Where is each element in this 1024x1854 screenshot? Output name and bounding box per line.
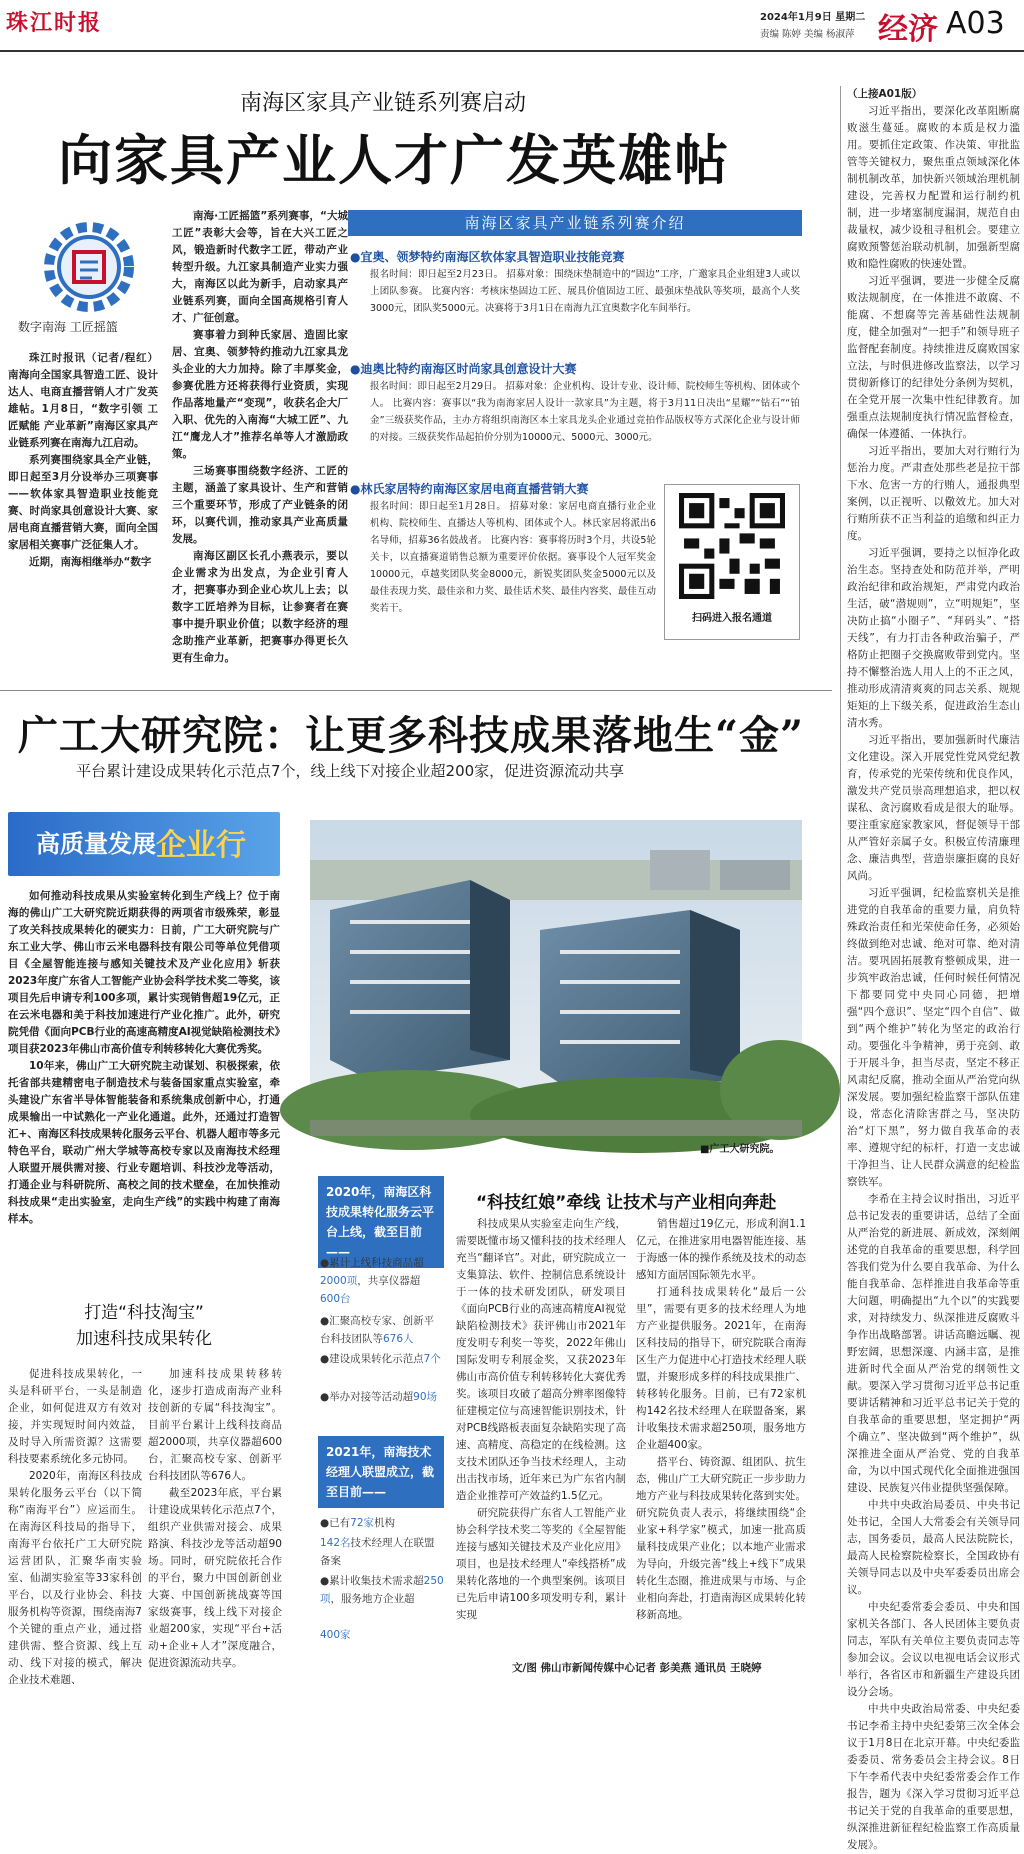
stat-item (320, 1388, 444, 1406)
right-paragraph: 习近平强调，要持之以恒净化政治生态。坚持查处和防范并举，严明政治纪律和政治规矩，严肃党内政治生活，破“潜规则”，立“明规矩”，坚决防止搞“小圈子”、“拜码头”、“搭天线”，有力打击各种政治骗子，严格防止把圈子交换腐败带到党内。坚持不懈整治选人用人上的不正之风，推动形成清清爽爽的同志关系、规规矩矩的上下级关系，促进政治生态山清水秀。 (847, 547, 1020, 729)
competition-details: 报名时间：即日起至2月23日。 招募对象：围绕床垫制造中的“固边”工序，广邀家具企业组建3人或以上团队参赛。 比赛内容：考核床垫固边工匠、展具价值固边工匠、最强床垫战队等奖项，最高个人奖3000元，团队奖5000元。决赛将于3月1日在南海九江宜奥数字化车间举行。 (370, 269, 800, 314)
article2-column-1 (8, 1366, 142, 1686)
stat-item (320, 1626, 444, 1644)
stat-text: ●汇聚高校专家、创新平台科技团队等 (320, 1315, 435, 1345)
article1-kicker: 南海区家具产业链系列赛启动 (240, 91, 527, 116)
article2-paragraph: 2020年，南海区科技成果转化服务云平台（以下简称“南海平台”）应运而生。在南海区科技局的指导下，南海平台依托广工大研究院运营团队，汇聚华南实验室、仙湖实验室等33家科创平台，以及行业协会、科技服务机构等资源，围绕南海7个关键的重点产业，通过搭建供需、整合资源、线上互动、线下对接的模式，解决企业技术难题、 (8, 1470, 142, 1686)
stat-text: ●累计上线科技商品超 (320, 1257, 424, 1269)
stat-text: 技术经理人在联盟备案 (320, 1537, 435, 1567)
stat-value: 676人 (383, 1333, 414, 1345)
stat-text: ，共享仪器超 (357, 1275, 421, 1287)
right-paragraph: 中共中央政治局委员、中央书记处书记，全国人大常委会有关领导同志，国务委员，最高人民法院院长，最高人民检察院检察长，全国政协有关领导同志以及中央军委委员出席会议。 (847, 1499, 1020, 1596)
stat-item (320, 1514, 444, 1532)
competition-title: ●林氏家居特约南海区家居电商直播营销大赛 (350, 482, 589, 496)
stats-box-2-header: 2021年，南海技术经理人联盟成立，截至目前—— (318, 1436, 444, 1508)
photo-caption: ■广工大研究院。 (700, 1144, 780, 1155)
article2-paragraph: 销售超过19亿元，形成利润1.1亿元，在推进家用电器智能连接、基于海感一体的操作系统及技术的动态感知方面居国际领先水平。 (636, 1218, 806, 1281)
article2-column-3 (456, 1216, 626, 1656)
stat-value: 7个 (423, 1353, 441, 1365)
series-badge (8, 812, 280, 876)
stat-value: 142名 (320, 1537, 351, 1549)
article2-byline: 文/图 佛山市新闻传媒中心记者 彭美燕 通讯员 王晓婷 (512, 1662, 762, 1674)
stats-box-1-header: 2020年，南海区科技成果转化服务云平台上线，截至目前—— (318, 1176, 444, 1268)
page-number: A03 (946, 6, 1005, 41)
editors-line: 责编 陈婷 美编 杨淑萍 (760, 29, 855, 40)
badge-accent-text: 企业行 (156, 828, 246, 863)
right-paragraph: 习近平指出，要深化改革阻断腐败滋生蔓延。腐败的本质是权力滥用。要抓住定政策、作决策、审批监管等关键权力，聚焦重点领域深化体制机制改革，加快新兴领域治理机制建设，完善权力配置和运行制约机制，进一步堵塞制度漏洞，规范自由裁量权，减少设租寻租机会。要建立腐败预警惩治联动机制，加强新型腐败和隐性腐败的快速处置。 (847, 105, 1020, 270)
stat-value: 400家 (320, 1629, 351, 1641)
article2-paragraph: 促进科技成果转化，一头是科研平台，一头是制造企业，如何促进双方有效对接，并实现短时间内效益，及时导入所需资源？这需要科技要素系统化多元协同。 (8, 1368, 142, 1465)
right-paragraph: 中央纪委常委会委员、中央和国家机关各部门、各人民团体主要负责同志，军队有关单位主要负责同志等参加会议。会议以电视电话会议形式举行，各省区市和新疆生产建设兵团设分会场。 (847, 1601, 1020, 1698)
stat-value: 72家 (350, 1517, 375, 1529)
registration-qr-panel (664, 484, 800, 640)
article2-paragraph: 截至2023年底，平台累计建设成果转化示范点7个，组织产业供需对接会、成果路演、科技沙龙等活动超90场。同时，研究院依托合作的平台，聚力中国创新创业大赛、中国创新挑战赛等国家级赛事，线上线下对接企业超200家，实现“平台+活动+企业+人才”深度融合，促进资源流动共享。 (148, 1487, 282, 1669)
article2-intro-paragraph: 10年来，佛山广工大研究院主动谋划、积极探索，依托省部共建精密电子制造技术与装备国家重点实验室，牵头建设广东省半导体智能装备和系统集成创新中心，打通成果输出一中试熟化一产业化通道。此外，还通过打造智汇+、南海区科技成果转化服务云平台、机器人超市等多元特色平台，联动广州大学城等高校专家以及南海技术经理人联盟开展供需对接、行业专题培训、科技沙龙等活动，打通企业与科研院所、高校之间的技术壁垒，在加快推动科技成果“走出实验室，走向生产线”的实践中构建了南海样本。 (8, 1060, 280, 1225)
subhead-line: 加速科技成果转化 (76, 1329, 212, 1349)
gear-logo-icon (24, 212, 154, 322)
masthead (0, 0, 1024, 52)
article2-column-4 (636, 1216, 806, 1656)
stat-item (320, 1290, 444, 1308)
right-paragraph: 李希在主持会议时指出，习近平总书记发表的重要讲话，总结了全面从严治党的新进展、新成效，深刻阐述党的自我革命的重要思想，科学回答我们党为什么要自我革命、为什么能自我革命、怎样推进自我革命等重大问题，明确提出“九个以”的实践要求，对持续发力、纵深推进反腐败斗争作出战略部署。讲话高瞻远瞩、视野宏阔，思想深邃、内涵丰富，是推进新时代全面从严治党的纲领性文献。要深入学习贯彻习近平总书记重要讲话精神和习近平总书记关于党的自我革命的重要思想，坚定拥护“两个确立”、坚决做到“两个维护”，纵深推进全面从严治党、党的自我革命，为以中国式现代化全面推进强国建设、民族复兴伟业提供坚强保障。 (847, 1193, 1020, 1494)
competition-title: ●宜奥、领梦特约南海区软体家具智造职业技能竞赛 (350, 250, 625, 264)
competition-details: 报名时间：即日起至2月29日。 招募对象：企业机构、设计专业、设计师、院校师生等机构、团体或个人。 比赛内容：赛事以“我为南海家居人设计一款家具”为主题，将于3月11日决出“星耀”“钻石”“铂金”三级获奖作品，主办方将组织南海区本土家具龙头企业通过竞拍作品版权等方式深化企业与设计师的对接。三级获奖作品起拍价分别为10000元、5000元、3000元。 (370, 381, 800, 443)
right-paragraph: 习近平强调，要进一步健全反腐败法规制度，在一体推进不敢腐、不能腐、不想腐等完善基础性法规制度，健全加强对“一把手”和领导班子监督配套制度。持续推进反腐败国家立法，与时俱进修改监察法，以学习贯彻新修订的纪律处分条例为契机，在全党开展一次集中性纪律教育。加强重点法规制度执行情况监督检查，确保一体遵循、一体执行。 (847, 275, 1020, 440)
continued-article-column (840, 86, 1020, 1851)
issue-date: 2024年1月9日 星期二 (760, 12, 866, 23)
stat-text: ，服务地方企业超 (330, 1593, 415, 1605)
article2-paragraph: 研究院获得广东省人工智能产业协会科学技术奖二等奖的《全屋智能连接与感知关键技术及产业化应用》项目，也是技术经理人“牵线搭桥”成果转化落地的一个典型案例。该项目已先后申请100多项发明专利，累计实现 (456, 1507, 626, 1621)
competition-intro-header: 南海区家具产业链系列赛介绍 (348, 210, 802, 236)
competition-title: ●迪奥比特约南海区时尚家具创意设计大赛 (350, 362, 577, 376)
section-divider (0, 690, 832, 691)
stat-text: ●已有 (320, 1517, 351, 1529)
article2-headline: 广工大研究院：让更多科技成果落地生“金” (18, 712, 805, 759)
stat-value: 600台 (320, 1293, 351, 1305)
stat-value: 250项 (320, 1575, 444, 1605)
stat-item (320, 1350, 444, 1368)
stat-text: 机构 (374, 1517, 396, 1529)
article2-intro (8, 888, 280, 1240)
right-paragraph: 习近平指出，要加大对行贿行为惩治力度。严肃查处那些老是拉干部下水、危害一方的行贿人，通报典型案例，以正视听、以儆效尤。加大对行贿所获不正当利益的追缴和纠正力度。 (847, 445, 1020, 542)
newspaper-name: 珠江时报 (6, 10, 103, 36)
research-institute-photo (310, 820, 802, 1136)
stat-value: 2000项 (320, 1275, 358, 1287)
stat-text: ●举办对接等活动超 (320, 1391, 414, 1403)
right-paragraph: 中共中央政治局常委、中央纪委书记李希主持中央纪委第三次全体会议于1月8日在北京开幕。中央纪委监委委员、常务委员会主持会议。8日下午李希代表中央纪委常委会作工作报告，题为《深入学习贯彻习近平总书记关于党的自我革命的重要思想，纵深推进新征程纪检监察工作高质量发展》。 (847, 1703, 1020, 1851)
qr-code-icon[interactable] (679, 493, 785, 599)
stat-text: ●建设成果转化示范点 (320, 1353, 424, 1365)
stat-item (320, 1534, 444, 1570)
article1-headline: 向家具产业人才广发英雄帖 (58, 128, 730, 192)
stat-item (320, 1312, 444, 1348)
article2-paragraph: 加速科技成果转移转化，逐步打造成南海产业科技创新的专属“科技淘宝”。目前平台累计上线科技商品超2000项，共享仪器超600台，汇聚高校专家、创新平台科技团队等676人。 (148, 1368, 282, 1482)
article1-paragraph: 赛事着力到种氏家居、造固比家居、宜奥、领梦特约推动九江家具龙头企业的大力加持。除了丰厚奖金，参赛优胜方还将获得行业资质，实现作品落地量产“变现”，收获名企大厂入职、优先的入南海“大城工匠”、九江“鹰龙人才”推荐名单等人才激励政策。 (172, 329, 348, 460)
qr-caption: 扫码进入报名通道 (692, 613, 772, 624)
article2-subhead-1 (8, 1300, 280, 1352)
stat-item (320, 1572, 444, 1608)
article1-paragraph: 系列赛围绕家具全产业链，即日起至3月分设举办三项赛事——软体家具智造职业技能竞赛、时尚家具创意设计大赛、家居电商直播营销大赛，面向全国家居相关赛事广泛征集人才。 (8, 454, 158, 551)
competition-details: 报名时间：即日起至1月28日。 招募对象：家居电商直播行业企业机构、院校师生、直播达人等机构、团体或个人。林氏家居将派出6名导师，招募36名鼓战者。 比赛内容：赛事将历时3个月，共设5轮关卡，以直播赛道销售总额为重要评价依据。赛事设个人冠军奖金10000元，卓越奖团队奖金8000元，新锐奖团队奖金5000元以及最佳表现力奖、最佳亲和力奖、最佳话术奖、最佳内容奖、最佳互动奖若干。 (370, 501, 656, 614)
article1-paragraph: 南海区副区长孔小燕表示，要以企业需求为出发点，为企业引育人才，把赛事办到企业心坎儿上去；以数字工匠培养为目标，让参赛者在赛事中提升职业价值；以数字经济的理念助推产业革新，把赛事办得更长久更有生命力。 (172, 550, 348, 664)
article2-paragraph: 搭平台、铸资源、组团队、抗生态，佛山广工大研究院正一步步助力地方产业与科技成果转化落到实处。研究院负责人表示，将继续围绕“企业家+科学家”模式，加速一批高质量科技成果产业化；以本地产业需求为导向，升级完善“线上+线下”成果转化生态圈，推进成果与市场、与企业相向奔赴，打造南海区成果转化转移新高地。 (636, 1456, 806, 1621)
right-paragraph: 习近平强调，纪检监察机关是推进党的自我革命的重要力量，肩负特殊政治责任和光荣使命任务，必须始终做到绝对忠诚、绝对可靠、绝对清洁。要巩固拓展教育整顿成果，进一步筑牢政治忠诚，任何时候任何情况下都要同党中央同心同德，把增强“四个意识”、坚定“四个自信”、做到“两个维护”转化为坚定的政治行动。要强化斗争精神，勇于亮剑、敢于开展斗争，担当尽责，坚定不移正风肃纪反腐，推动全面从严治党向纵深发展。要加强纪检监察干部队伍建设，常态化清除害群之马，坚决防治“灯下黑”，努力做自我革命的表率、遵规守纪的标杆，打造一支忠诚干净担当、让人民群众满意的纪检监察铁军。 (847, 887, 1020, 1188)
building-photo-illustration (310, 820, 802, 1136)
article2-subhead-2: “科技红娘”牵线 让技术与产业相向奔赴 (476, 1193, 777, 1213)
article1-column-2 (172, 208, 348, 664)
logo-caption: 数字南海 工匠摇篮 (18, 320, 118, 334)
article2-subheadline: 平台累计建设成果转化示范点7个，线上线下对接企业超200家，促进资源流动共享 (76, 762, 625, 780)
article1-column-1 (8, 350, 158, 650)
continued-from-tag: （上接A01版） (847, 88, 923, 100)
article1-paragraph: 近期，南海相继举办“数字 (29, 556, 152, 568)
section-name: 经济 (878, 12, 938, 47)
article2-column-2 (148, 1366, 282, 1676)
article1-paragraph: 南海·工匠摇篮”系列赛事，“大城工匠”表彰大会等，旨在大兴工匠之风，锻造新时代数字工匠，带动产业转型升级。九江家具制造产业实力强大，南海区以此为新手，启动家具产业链系列赛，面向全国高规格引育人才、广征创意。 (172, 210, 348, 324)
article1-lead-paragraph: 珠江时报讯（记者/程红）南海向全国家具智造工匠、设计达人、电商直播营销人才广发英雄帖。1月8日，“数字引领 工匠赋能 产业革新”南海区家具产业链系列赛在南海九江启动。 (8, 352, 158, 449)
article2-intro-paragraph: 如何推动科技成果从实验室转化到生产线上？位于南海的佛山广工大研究院近期获得的两项省市级殊荣，彰显了攻关科技成果转化的硬实力：日前，广工大研究院与广东工业大学、佛山市云米电器科技有限公司等单位凭借项目《全屋智能连接与感知关键技术及产业化应用》斩获2023年度广东省人工智能产业协会科学技术奖二等奖，该项目先后申请专利100多项，累计实现销售超19亿元，正在云米电器和美于科技加速进行产业化推广。此外，研究院凭借《面向PCB行业的高速高精度AI视觉缺陷检测技术》项目获2023年佛山市高价值专利转移转化大赛优秀奖。 (8, 890, 280, 1055)
article2-paragraph: 打通科技成果转化“最后一公里”，需要有更多的技术经理人为地方产业提供服务。2021年，在南海区科技局的指导下，研究院联合南海区生产力促进中心打造技术经理人联盟，并聚形成多样的科技成果推广、转移转化服务。目前，已有72家机构142名技术经理人在联盟备案，累计收集技术需求超250项，服务地方企业超400家。 (636, 1286, 806, 1451)
subhead-line: 打造“科技淘宝” (84, 1303, 204, 1323)
right-paragraph: 习近平指出，要加强新时代廉洁文化建设。深入开展党性党风党纪教育，传承党的光荣传统和优良作风，激发共产党员崇高理想追求，把以权谋私、贪污腐败看成是很大的耻辱。要注重家庭家教家风，督促领导干部从严管好亲属子女。积极宣传清廉理念、廉洁典型，营造崇廉拒腐的良好风尚。 (847, 734, 1020, 882)
article2-paragraph: 科技成果从实验室走向生产线，需要既懂市场又懂科技的技术经理人充当“翻译官”。对此，研究院成立一支集算法、软件、控制信息系统设计于一体的技术研发团队，研发项目《面向PCB行业的高速高精度AI视觉缺陷检测技术》获评佛山市2021年度发明专利奖一等奖，2022年佛山国际发明专利展金奖，又获2023年佛山市高价值专利转移转化大赛优秀奖。该项目攻破了超高分辨率图像特征建模定位与高速智能识别技术，针对PCB线路板表面复杂缺陷实现了高速、高精度、高稳定的在线检测。这支技术团队还争当技术经理人，主动出击找市场，近年来已为广东省内制造企业推荐可产效益约1.5亿元。 (456, 1218, 626, 1502)
stat-value: 90场 (413, 1391, 438, 1403)
badge-text: 高质量发展 (36, 829, 156, 858)
stat-text: ●累计收集技术需求超 (320, 1575, 424, 1587)
article1-paragraph: 三场赛事围绕数字经济、工匠的主题，涵盖了家具设计、生产和营销三个重要环节，形成了产业链条的闭环，以赛代训，推动家具产业高质量发展。 (172, 465, 348, 545)
stat-item (320, 1254, 444, 1290)
